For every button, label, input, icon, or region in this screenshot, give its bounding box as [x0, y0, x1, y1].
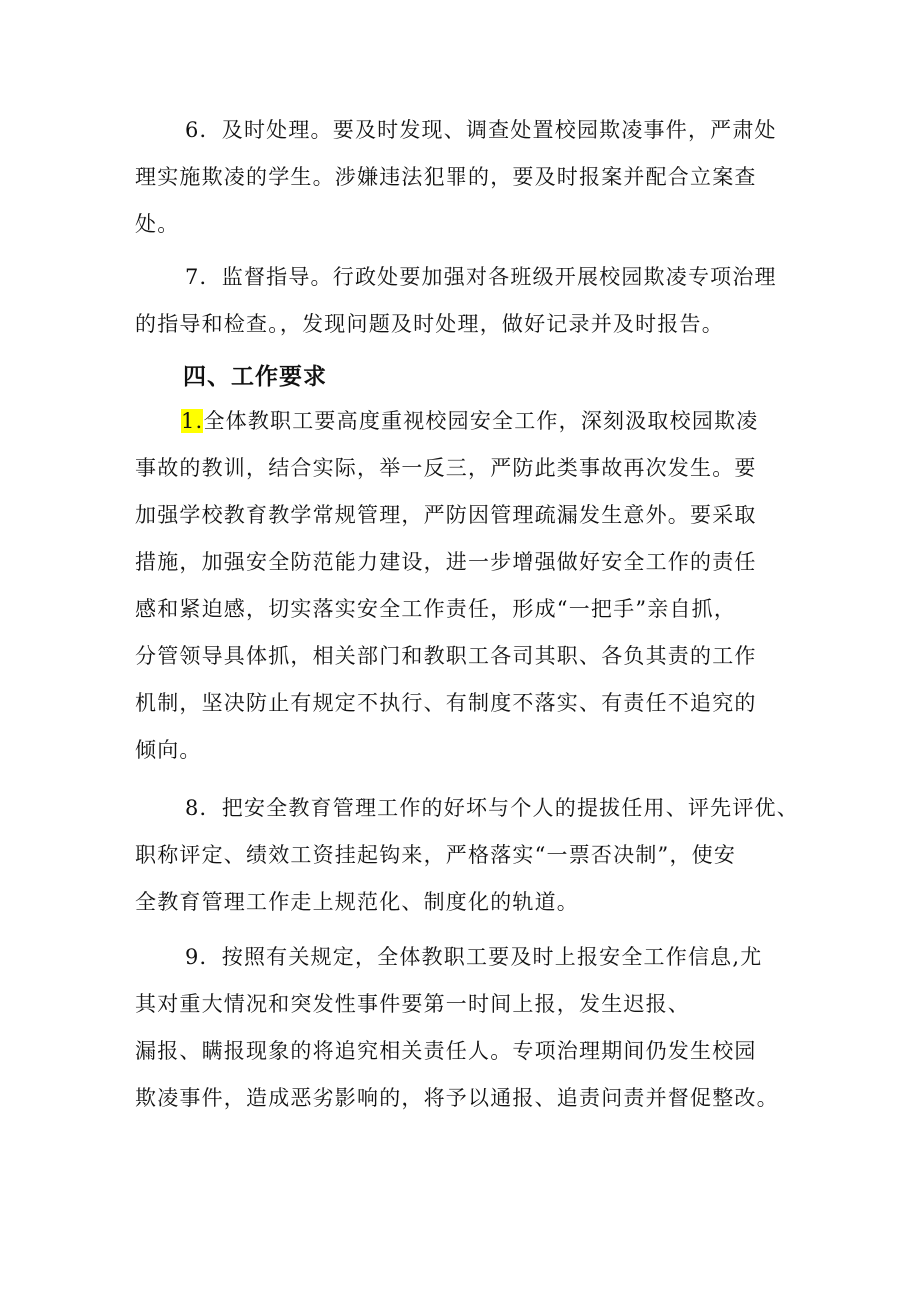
requirement-1-line-5: 感和紧迫感，切实落实安全工作责任，形成“一把手”亲自抓，: [135, 597, 737, 621]
requirement-1-line-1: [135, 398, 795, 445]
requirement-1-line-2: 事故的教训，结合实际，举一反三，严防此类事故再次发生。要: [135, 456, 757, 480]
paragraph-9-line-1: 9．按照有关规定，全体教职工要及时上报安全工作信息,尤: [185, 945, 763, 969]
highlighted-number: 1.: [181, 409, 204, 433]
requirement-1-line-1-text: 全体教职工要高度重视校园安全工作，深刻汲取校园欺凌: [203, 409, 759, 433]
paragraph-6-line-2: 理实施欺凌的学生。涉嫌违法犯罪的，要及时报案并配合立案查: [135, 165, 757, 189]
paragraph-6-line-3: 处。: [135, 212, 180, 236]
paragraph-9-line-4: 欺凌事件，造成恶劣影响的，将予以通报、追责问责并督促整改。: [135, 1086, 779, 1110]
paragraph-8: [135, 785, 799, 926]
requirement-1-line-7: 机制，坚决防止有规定不执行、有制度不落实、有责任不追究的: [135, 691, 757, 715]
paragraph-6-line-1: 6．及时处理。要及时发现、调查处置校园欺凌事件，严肃处: [185, 118, 777, 142]
paragraph-9-line-2: 其对重大情况和突发性事件要第一时间上报，发生迟报、: [135, 992, 690, 1016]
requirement-1-line-8: 倾向。: [135, 738, 202, 762]
paragraph-6: [135, 107, 795, 248]
paragraph-9: [135, 934, 795, 1122]
paragraph-8-line-2: 职称评定、绩效工资挂起钩来，严格落实“一票否决制”，使安: [135, 843, 737, 867]
paragraph-9-line-3: 漏报、瞒报现象的将追究相关责任人。专项治理期间仍发生校园: [135, 1039, 757, 1063]
requirement-1-line-6: 分管领导具体抓，相关部门和教职工各司其职、各负其责的工作: [135, 644, 757, 668]
requirement-1-line-3: 加强学校教育教学常规管理，严防因管理疏漏发生意外。要采取: [135, 503, 757, 527]
paragraph-7-line-2: 的指导和检查。，发现问题及时处理，做好记录并及时报告。: [135, 312, 724, 336]
paragraph-7: [135, 254, 795, 348]
paragraph-8-line-1: 8．把安全教育管理工作的好坏与个人的提拔任用、评先评优、: [185, 796, 799, 820]
paragraph-7-line-1: 7．监督指导。行政处要加强对各班级开展校园欺凌专项治理: [185, 265, 777, 289]
requirement-1-line-4: 措施，加强安全防范能力建设，进一步增强做好安全工作的责任: [135, 550, 757, 574]
requirement-1: [135, 398, 795, 774]
section-heading-4: 四、工作要求: [183, 364, 327, 390]
paragraph-8-line-3: 全教育管理工作走上规范化、制度化的轨道。: [135, 890, 579, 914]
